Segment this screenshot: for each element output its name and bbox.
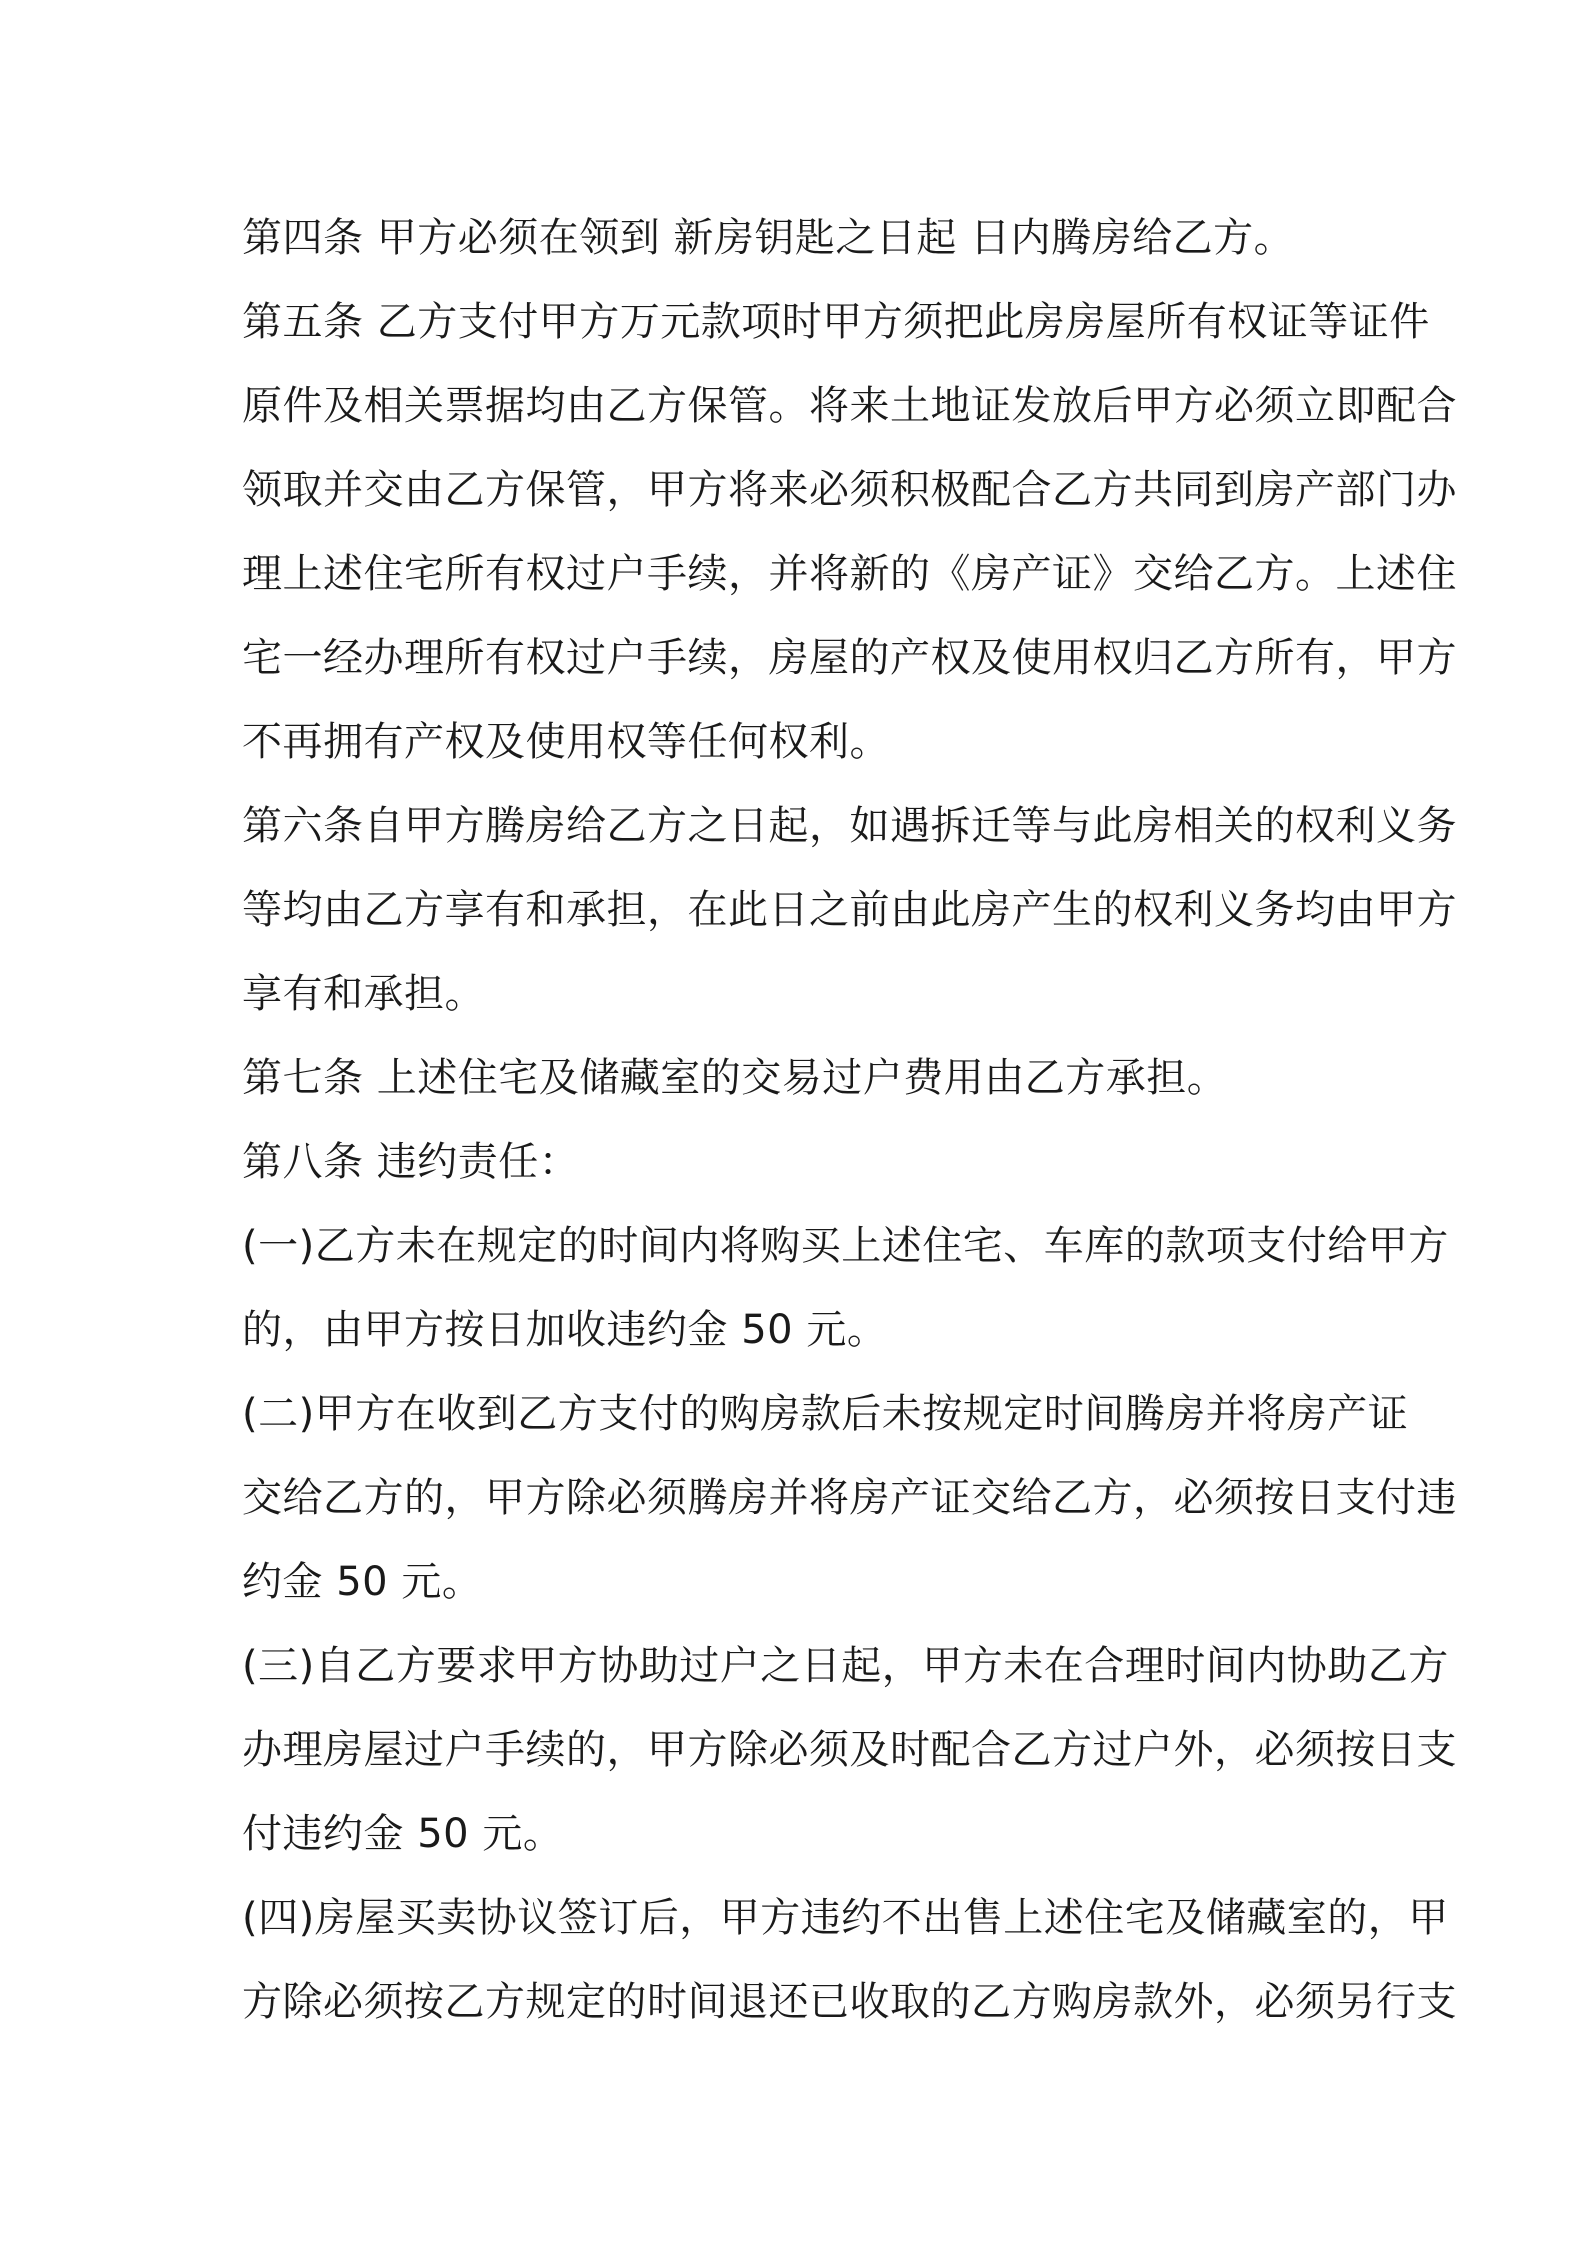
text-line: (一)乙方未在规定的时间内将购买上述住宅、车库的款项支付给甲方: [242, 1223, 1449, 1269]
text-line: 第五条 乙方支付甲方万元款项时甲方须把此房房屋所有权证等证件: [242, 299, 1430, 345]
text-line: 付违约金 50 元。: [242, 1811, 564, 1857]
text-line: 第六条自甲方腾房给乙方之日起，如遇拆迁等与此房相关的权利义务: [242, 803, 1457, 849]
text-line: 领取并交由乙方保管，甲方将来必须积极配合乙方共同到房产部门办: [242, 467, 1457, 513]
text-line: 不再拥有产权及使用权等任何权利。: [242, 719, 890, 765]
text-line: (四)房屋买卖协议签订后，甲方违约不出售上述住宅及储藏室的，甲: [242, 1895, 1449, 1941]
text-line: 第四条 甲方必须在领到 新房钥匙之日起 日内腾房给乙方。: [242, 215, 1295, 261]
text-line: 交给乙方的，甲方除必须腾房并将房产证交给乙方，必须按日支付违: [242, 1475, 1457, 1521]
text-line: 约金 50 元。: [242, 1559, 483, 1605]
text-line: 理上述住宅所有权过户手续，并将新的《房产证》交给乙方。上述住: [242, 551, 1457, 597]
text-line: (二)甲方在收到乙方支付的购房款后未按规定时间腾房并将房产证: [242, 1391, 1409, 1437]
text-line: 原件及相关票据均由乙方保管。将来土地证发放后甲方必须立即配合: [242, 383, 1457, 429]
text-line: 第八条 违约责任：: [242, 1139, 580, 1185]
text-line: (三)自乙方要求甲方协助过户之日起，甲方未在合理时间内协助乙方: [242, 1643, 1449, 1689]
document-body: [242, 196, 1457, 2044]
text-line: 方除必须按乙方规定的时间退还已收取的乙方购房款外，必须另行支: [242, 1979, 1457, 2025]
text-line: 办理房屋过户手续的，甲方除必须及时配合乙方过户外，必须按日支: [242, 1727, 1457, 1773]
text-line: 第七条 上述住宅及储藏室的交易过户费用由乙方承担。: [242, 1055, 1228, 1101]
text-line: 的，由甲方按日加收违约金 50 元。: [242, 1307, 888, 1353]
text-line: 享有和承担。: [242, 971, 485, 1017]
text-line: 宅一经办理所有权过户手续，房屋的产权及使用权归乙方所有，甲方: [242, 635, 1457, 681]
text-line: 等均由乙方享有和承担，在此日之前由此房产生的权利义务均由甲方: [242, 887, 1457, 933]
